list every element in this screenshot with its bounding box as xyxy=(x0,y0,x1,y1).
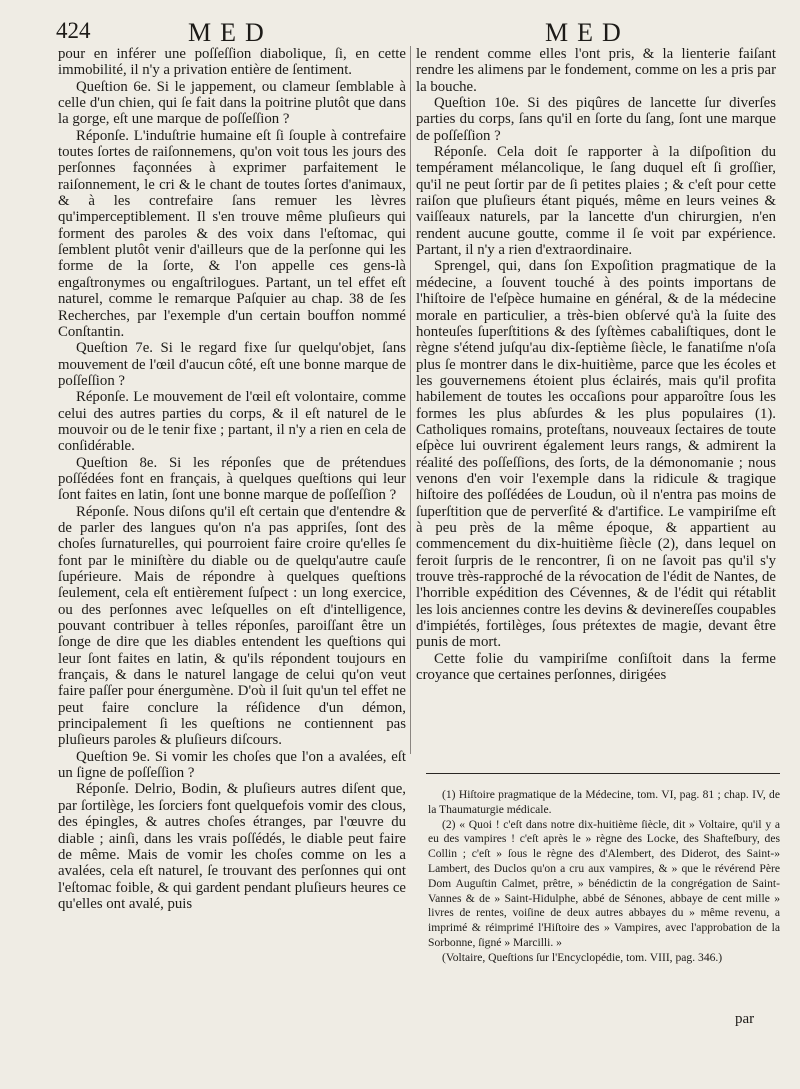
footnote: (2) « Quoi ! c'eſt dans notre dix-huitième ſiècle, dit » Voltaire, qu'il y a eu des vampires ! c'eſt après le » règne des Locke, des Shafteſbury, des Collin ; c'eſt » ſous le règne des d'Alembert, des Diderot, des Saint-» Lambert, des Duclos qu'on a cru aux vampires, & » que le révérend Père Dom Auguſtin Calmet, prêtre, » bénédictin de la congrégation de Saint-Vannes & de » Saint-Hidulphe, abbé de Sénones, abbaye de cent mille » livres de rentes, voiſine de deux autres abbayes du » même revenu, a imprimé & réimprimé l'Hiſtoire des » Vampires, avec l'approbation de la Sorbonne, ſigné » Marcilli. » xyxy=(428,817,780,949)
paragraph: Réponſe. Nous diſons qu'il eſt certain que d'entendre & de parler des langues qu'on n'a pas appriſes, ſont des choſes ſurnaturelles, qui pourroient faire croire qu'elles ſe font par le miniſtère du diable ou de quelqu'autre cauſe ſupérieure. Mais de répondre à quelques queſtions ſeulement, cela eſt entièrement ſuſpect : un long exercice, ou des perſonnes avec leſquelles on eſt d'intelligence, pouvant contribuer à telles réponſes, paroiſſant être un ſonge de dire que les diables entendent les queſtions qui leur ſont faites en latin, & qu'ils répondent toujours en français, & dans le naturel langage de celui qu'on veut faire paſſer pour énergumène. D'où il ſuit qu'un tel effet ne peut faire conclure la réſidence d'un démon, principalement ſi les queſtions ne contiennent pas pluſieurs paroles & pluſieurs diſcours. xyxy=(58,503,406,749)
paragraph: Queſtion 8e. Si les réponſes que de prétendues poſſédées font en français, à quelques queſtions qui leur ſont faites en latin, ſont une bonne marque de poſſeſſion ? xyxy=(58,454,406,504)
footnote: (1) Hiſtoire pragmatique de la Médecine, tom. VI, pag. 81 ; chap. IV, de la Thaumaturgie médicale. xyxy=(428,788,780,816)
paragraph: Réponſe. Cela doit ſe rapporter à la diſpoſition du tempérament mélancolique, le ſang duquel eſt ſi groſſier, qu'il ne peut ſortir par de ſi petites plaies ; & c'eſt pour cette raiſon que pluſieurs étant piqués, même en leurs veines & vaiſſeaux naturels, par la lancette d'un chirurgien, n'en rendent aucune goutte, comme il ſe voit par expérience. Partant, il n'y a rien d'extraordinaire. xyxy=(416,144,776,259)
page-number: 424 xyxy=(56,18,91,43)
paragraph: Sprengel, qui, dans ſon Expoſition pragmatique de la médecine, a ſouvent touché à des points importans de l'hiſtoire de l'eſpèce humaine en général, & de la médecine morale en particulier, a très-bien obſervé qu'à la ſuite des honteuſes ſuperſtitions & des ſyſtèmes cabaliſtiques, dont le règne s'étend juſqu'au dix-ſeptième ſiècle, le fanatiſme n'oſa plus ſe montrer dans le dix-huitième, parce que les écoles et les gouvernemens étoient plus éclairés, mais qu'il profita habilement de toutes les occaſions pour apparoître ſous les formes les plus abſurdes & les plus populaires (1). Catholiques romains, proteſtans, nouveaux ſectaires de toute eſpèce lui ouvrirent également leurs rangs, & admirent la réalité des poſſeſſions, des ſorts, de la démonomanie ; nous venons d'en voir l'exemple dans la ridicule & tragique hiſtoire des poſſédées de Loudun, où il n'entra pas moins de ſuperſtition que de perverſité & d'artifice. Le vampiriſme eſt à peu près de la même époque, & appartient au commencement du dix-huitième ſiècle (2), dans lequel on feroit ſurpris de le rencontrer, ſi on ne ſavoit pas qu'il s'y trouve très-rapproché de la révocation de l'édit de Nantes, de l'horrible expédition des Cévennes, & de l'édit qui rétablit les lois anciennes contre les devins & devinereſſes coupables d'impiétés, fortilèges, ſous prétextes de magie, devant être punis de mort. xyxy=(416,258,776,651)
running-head-left: MED xyxy=(188,18,273,47)
running-head-right: MED xyxy=(545,18,630,47)
right-text-column xyxy=(416,46,776,683)
footnote: (Voltaire, Queſtions ſur l'Encyclopédie, tom. VIII, pag. 346.) xyxy=(442,950,723,964)
paragraph: Queſtion 10e. Si des piqûres de lancette ſur diverſes parties du corps, ſans qu'il en ſorte du ſang, ſont une marque de poſſeſſion ? xyxy=(416,95,776,144)
paragraph: pour en inférer une poſſeſſion diabolique, ſi, en cette immobilité, il n'y a privation entière de ſentiment. xyxy=(58,46,406,79)
column-divider xyxy=(410,46,411,754)
paragraph: Réponſe. Delrio, Bodin, & pluſieurs autres diſent que, par ſortilège, les ſorciers font quelquefois vomir des clous, des épingles, & autres choſes étranges, par l'œuvre du diable ; ainſi, dans les vrais poſſédés, le diable peut faire de même. Mais de vomir les choſes comme on les a avalées, cela eſt naturel, ſe trouvant des perſonnes qui ont l'eſtomac foible, & qui gardent pendant pluſieurs heures ce qu'elles ont avalé, puis xyxy=(58,781,406,912)
paragraph: le rendent comme elles l'ont pris, & la lienterie faiſant rendre les alimens par le fondement, comme on les a pris par la bouche. xyxy=(416,46,776,95)
paragraph: Cette folie du vampiriſme conſiſtoit dans la ferme croyance que certaines perſonnes, dirigées xyxy=(416,650,776,684)
footnote-rule xyxy=(426,773,780,774)
left-text-column xyxy=(58,46,406,912)
paragraph: Queſtion 6e. Si le jappement, ou clameur ſemblable à celle d'un chien, qui ſe fait dans la poitrine plutôt que dans la gorge, eſt une marque de poſſeſſion ? xyxy=(58,78,406,128)
catchword: par xyxy=(735,1011,755,1027)
paragraph: Queſtion 7e. Si le regard fixe ſur quelqu'objet, ſans mouvement de l'œil d'aucun côté, eſt une bonne marque de poſſeſſion ? xyxy=(58,340,406,389)
paragraph: Réponſe. Le mouvement de l'œil eſt volontaire, comme celui des autres parties du corps, & il eſt naturel de le mouvoir ou de le tenir fixe ; partant, il n'y a rien en cela de conſidérable. xyxy=(58,389,406,455)
paragraph: Queſtion 9e. Si vomir les choſes que l'on a avalées, eſt un ſigne de poſſeſſion ? xyxy=(58,748,406,782)
paragraph: Réponſe. L'induſtrie humaine eſt ſi ſouple à contrefaire toutes ſortes de raiſonnemens, qu'on voit tous les jours des perſonnes façonnées à exprimer parfaitement le raiſonnement, le cri & le chant de toutes ſortes d'animaux, & à les contrefaire ſans remuer les lèvres qu'imperceptiblement. Il s'en trouve même pluſieurs qui forment des paroles & des voix dans l'eſtomac, qui ſemblent plutôt venir d'ailleurs que de la perſonne qui les forme de la ſorte, & l'on appelle ces gens-là engaſtronymes ou engaſtrilogues. Partant, un tel effet eſt naturel, comme le remarque Paſquier au chap. 38 de ſes Recherches, par l'exemple d'un certain bouffon nommé Conſtantin. xyxy=(58,127,406,340)
footnotes-block xyxy=(428,788,780,966)
